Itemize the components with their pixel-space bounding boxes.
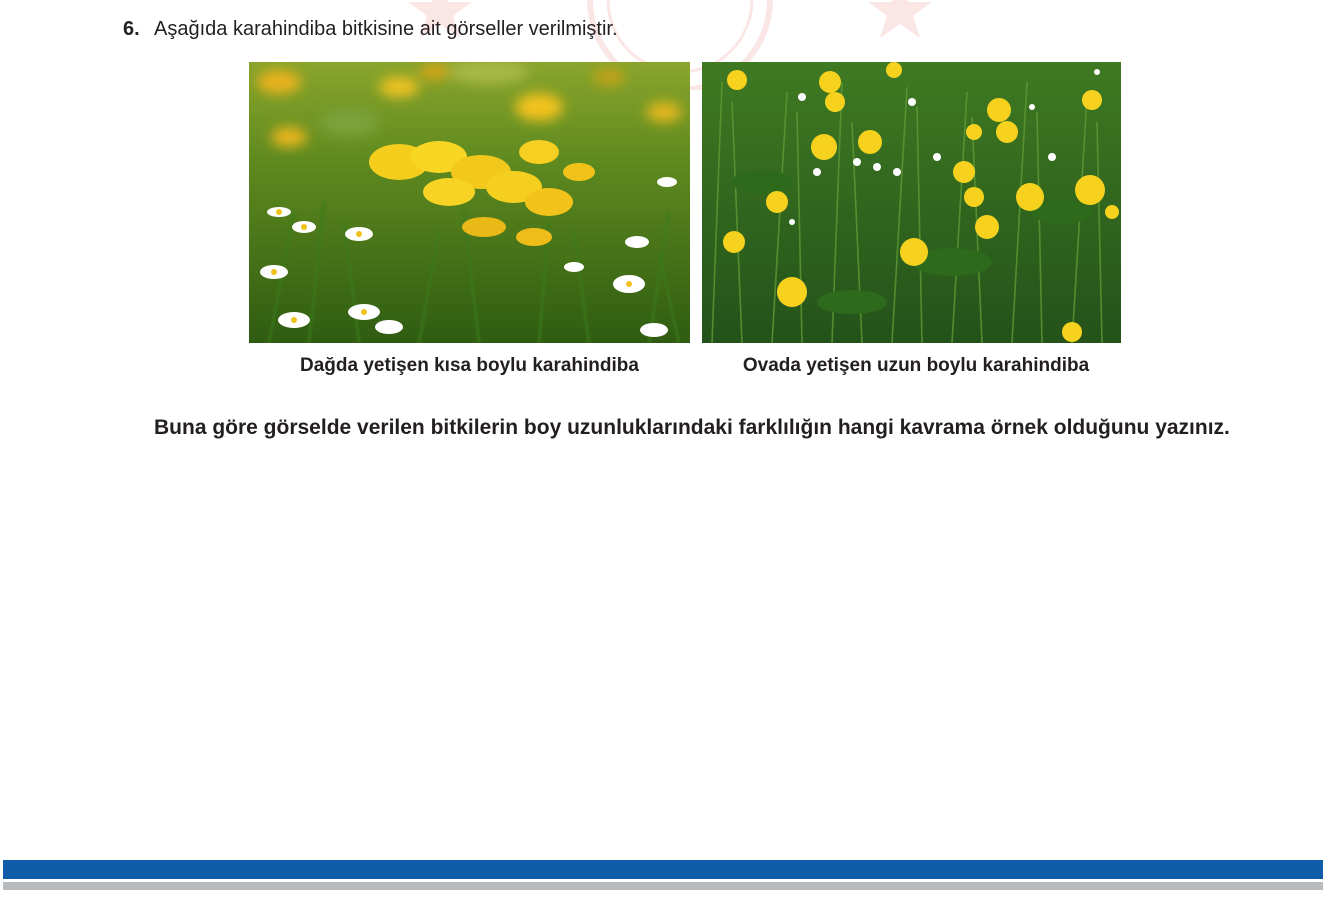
right-image-caption: Ovada yetişen uzun boylu karahindiba [742,355,1090,376]
question-number: 6. [123,18,140,40]
left-image-caption: Dağda yetişen kısa boylu karahindiba [300,355,639,376]
dandelion-meadow-closeup-photo [249,62,690,343]
footer-gray-bar [3,882,1323,890]
dandelion-field-photo [702,62,1121,343]
question-intro-text: Aşağıda karahindiba bitkisine ait görseller verilmiştir. [154,18,618,40]
question-intro [123,16,618,42]
question-prompt: Buna göre görselde verilen bitkilerin boy uzunluklarındaki farklılığın hangi kavrama örnek olduğunu yazınız. [154,416,1230,439]
footer-blue-bar [3,860,1323,879]
